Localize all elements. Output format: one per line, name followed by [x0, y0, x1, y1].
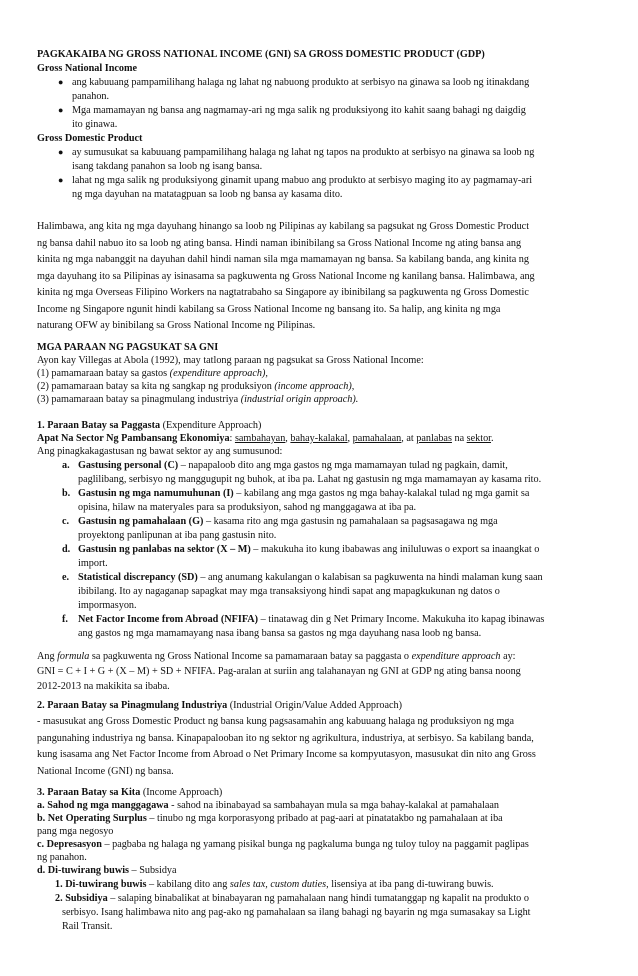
section2-line: - masusukat ang Gross Domestic Product ng bansa kung pagsasamahin ang kabuuang halaga ng produksiyon ng mga	[37, 716, 515, 727]
section2-line: National Income (GNI) ng bansa.	[37, 766, 174, 777]
item-d-line-2: import.	[78, 558, 108, 569]
gdp-bullet-2-line-1: lahat ng mga salik ng produksiyong ginamit upang mabuo ang produkto at serbisyo maging ito ay pagmamay-ari	[72, 175, 533, 186]
section1-subhead: Ang pinagkakagastusan ng bawat sektor ay ang sumusunod:	[37, 446, 283, 457]
bullet-icon: ●	[58, 147, 64, 157]
sectors-sep: .	[491, 433, 494, 444]
gni-bullet-1-line-1: ang kabuuang pampamilihang halaga ng lahat ng nabuong produkto at serbisyo na ginawa sa loob ng itinakdang	[72, 77, 530, 88]
item-b-title: Gastusin ng mga namumuhunan (I)	[78, 488, 234, 499]
method-item	[37, 393, 358, 407]
item-letter: d.	[62, 544, 71, 555]
section1-heading-bold: 1. Paraan Batay sa Paggasta	[37, 420, 161, 431]
item-c-line-1	[78, 515, 498, 529]
formula-text: sa pagkuwenta ng Gross National Income sa pamamaraan batay sa paggasta o	[89, 651, 412, 662]
gdp-bullet-1-line-2: isang takdang panahon sa loob ng isang bansa.	[72, 161, 263, 172]
formula-text: Ang	[37, 651, 58, 662]
section3-item-d1	[55, 878, 494, 892]
bullet-icon: ●	[58, 175, 64, 185]
gni-bullet-2-line-1: Mga mamamayan ng bansa ang nagmamay-ari ng mga salik ng produksiyong ito kahit saang bahagi ng daigdig	[72, 105, 526, 116]
item-f-line-2: ang gastos ng mga mamamayang nasa ibang bansa sa gastos ng mga dayuhang nasa loob ng bansa.	[78, 628, 482, 639]
item-f-line-1	[78, 613, 544, 627]
item-e-line-3: impormasyon.	[78, 600, 137, 611]
item-title: b. Net Operating Surplus	[37, 813, 147, 824]
section3-heading-bold: 3. Paraan Batay sa Kita	[37, 787, 141, 798]
item-a-title: Gastusing personal (C)	[78, 460, 179, 471]
formula-line-2: GNI = C + I + G + (X – M) + SD + NFIFA. Pag-aralan at suriin ang talahanayan ng GNI at GDP ng ating bansa noong	[37, 666, 521, 677]
section2-heading-rest: (Industrial Origin/Value Added Approach)	[227, 700, 403, 711]
formula-approach: expenditure approach	[411, 651, 501, 662]
section3-item-d2	[55, 892, 529, 906]
sector-panlabas: panlabas	[416, 433, 452, 444]
section3-item-b	[37, 812, 503, 826]
section2-heading	[37, 699, 402, 713]
sector-bahay-kalakal: bahay-kalakal	[290, 433, 348, 444]
section3-item-d	[37, 864, 177, 878]
gdp-bullet-1-line-1: ay sumusukat sa kabuuang pampamilihang halaga ng lahat ng tapos na produkto at serbisyo na ginawa sa loob ng	[72, 147, 535, 158]
example-line: kinita ng mga nabanggit na dayuhan dahil hindi naman sila mga mamamayan ng bansa. Sa kabilang banda, ang kinita ng	[37, 254, 529, 265]
formula-text: ay:	[500, 651, 516, 662]
section3-item-d2-line-3: Rail Transit.	[62, 921, 113, 932]
section3-heading	[37, 786, 222, 800]
item-letter: e.	[62, 572, 70, 583]
sectors-line	[37, 432, 494, 446]
sectors-sep: :	[229, 433, 235, 444]
item-text: – salaping binabalikat at binabayaran ng pamahalaan nang hindi tumatanggap ng kapalit na produkto o	[107, 893, 529, 904]
section3-item-c	[37, 838, 529, 852]
item-letter: f.	[62, 614, 68, 625]
item-title: a. Sahod ng mga manggagawa	[37, 800, 169, 811]
methods-heading: MGA PARAAN NG PAGSUKAT SA GNI	[37, 342, 219, 353]
methods-intro: Ayon kay Villegas at Abola (1992), may tatlong paraan ng pagsukat sa Gross National Income:	[37, 355, 424, 366]
item-text: lisensiya at iba pang di-tuwirang buwis.	[328, 879, 494, 890]
gni-heading: Gross National Income	[37, 63, 137, 74]
method-approach: (industrial origin approach).	[240, 394, 359, 405]
example-line: naturang OFW ay binibilang sa Gross National Income ng Pilipinas.	[37, 320, 316, 331]
section1-heading-rest: (Expenditure Approach)	[160, 420, 262, 431]
sectors-sep: na	[451, 433, 467, 444]
item-letter: a.	[62, 460, 70, 471]
formula-line-3: 2012-2013 na makikita sa ibaba.	[37, 681, 170, 692]
sector-sambahayan: sambahayan	[234, 433, 286, 444]
item-italic: sales tax, custom duties,	[229, 879, 329, 890]
item-f-text: – tinatawag din g Net Primary Income. Makukuha ito kapag ibinawas	[258, 614, 545, 625]
gdp-heading: Gross Domestic Product	[37, 133, 143, 144]
section3-heading-rest: (Income Approach)	[140, 787, 223, 798]
method-text: (3) pamamaraan batay sa pinagmulang industriya	[37, 394, 241, 405]
section2-line: pangunahing industriya ng bansa. Kinapapalooban ito ng sektor ng agrikultura, industriya, at serbisyo. Sa kabilang banda,	[37, 733, 534, 744]
document-title: PAGKAKAIBA NG GROSS NATIONAL INCOME (GNI) SA GROSS DOMESTIC PRODUCT (GDP)	[37, 49, 485, 60]
item-letter: b.	[62, 488, 71, 499]
section3-item-a	[37, 799, 499, 813]
item-title: c. Depresasyon	[37, 839, 102, 850]
formula-line-1	[37, 650, 516, 664]
method-approach: (expenditure approach),	[169, 368, 268, 379]
section3-item-d2-line-2: serbisyo. Isang halimbawa nito ang pag-ako ng pamahalaan sa ilang bahagi ng bayarin ng mga sumasakay sa Light	[62, 907, 531, 918]
method-item	[37, 380, 354, 394]
section2-line: kung isasama ang Net Factor Income from Abroad o Net Primary Income sa kompyutasyon, masusukat din nito ang Gross	[37, 749, 536, 760]
sectors-sep: ,	[347, 433, 353, 444]
item-text: – Subsidya	[129, 865, 177, 876]
section3-item-b-line-2: pang mga negosyo	[37, 826, 114, 837]
example-line: Halimbawa, ang kita ng mga dayuhang hinango sa loob ng Pilipinas ay kabilang sa pagsukat ng Gross Domestic Product	[37, 221, 530, 232]
section2-heading-bold: 2. Paraan Batay sa Pinagmulang Industriya	[37, 700, 228, 711]
item-title: 2. Subsidiya	[55, 893, 108, 904]
item-f-title: Net Factor Income from Abroad (NFIFA)	[78, 614, 259, 625]
item-e-text: – ang anumang kakulangan o kalabisan sa pagkuwenta na hindi malaman kung saan	[197, 572, 543, 583]
example-line: Income ng Singapore ngunit hindi kabilang sa Gross National Income ng bansang ito. Sa halip, ang kinita ng mga	[37, 304, 501, 315]
item-c-line-2: proyektong panlipunan at iba pang gastusin nito.	[78, 530, 277, 541]
item-a-line-1	[78, 459, 508, 473]
example-line: mga dayuhang ito sa Pilipinas ay isinasama sa pagkuwenta ng Gross National Income ng kanilang bansa. Halimbawa, ang	[37, 271, 535, 282]
formula-word: formula	[57, 651, 90, 662]
section1-heading	[37, 419, 261, 433]
sector-pamahalaan: pamahalaan	[352, 433, 402, 444]
item-e-line-1	[78, 571, 543, 585]
method-approach: (income approach),	[274, 381, 355, 392]
item-a-text: – napapaloob dito ang mga gastos ng mga mamamayan tulad ng pagkain, damit,	[178, 460, 508, 471]
item-text: – tinubo ng mga korporasyong pribado at pag-aari at pinatatakbo ng pamahalaan at iba	[146, 813, 503, 824]
method-text: (1) pamamaraan batay sa gastos	[37, 368, 170, 379]
sectors-label: Apat Na Sector Ng Pambansang Ekonomiya	[37, 433, 230, 444]
item-c-title: Gastusin ng pamahalaan (G)	[78, 516, 204, 527]
item-letter: c.	[62, 516, 70, 527]
item-e-title: Statistical discrepancy (SD)	[78, 572, 198, 583]
gni-bullet-1-line-2: panahon.	[72, 91, 110, 102]
bullet-icon: ●	[58, 77, 64, 87]
section3-item-c-line-2: ng panahon.	[37, 852, 87, 863]
gni-bullet-2-line-2: ito ginawa.	[72, 119, 118, 130]
sector-word: sektor	[466, 433, 491, 444]
gdp-bullet-2-line-2: ng mga dayuhan na matatagpuan sa loob ng bansa ay kasama dito.	[72, 189, 343, 200]
method-item	[37, 367, 268, 381]
bullet-icon: ●	[58, 105, 64, 115]
sectors-sep: ,	[285, 433, 291, 444]
item-text: – pagbaba ng halaga ng yamang pisikal bunga ng pagkaluma bunga ng tuloy tuloy na paggamit paglipas	[101, 839, 529, 850]
item-text: - sahod na ibinabayad sa sambahayan mula sa mga bahay-kalakal at pamahalaan	[168, 800, 500, 811]
item-b-line-1	[78, 487, 529, 501]
item-d-text: – makukuha ito kung ibabawas ang iniluluwas o export sa inaangkat o	[250, 544, 540, 555]
item-b-text: – kabilang ang mga gastos ng mga bahay-kalakal tulad ng mga gamit sa	[233, 488, 530, 499]
item-a-line-2: paglilibang, serbisyo ng manggugupit ng buhok, at iba pa. Lahat ng gastusin ng mga mamamayan ay kasama rito.	[78, 474, 542, 485]
item-b-line-2: opisina, hilaw na materyales para sa produksiyon, sahod ng manggagawa at iba pa.	[78, 502, 417, 513]
example-line: ng bansa dahil nabuo ito sa loob ng ating bansa. Hindi naman ibinibilang sa Gross National Income ng ating bansa ang	[37, 238, 522, 249]
item-title: d. Di-tuwirang buwis	[37, 865, 129, 876]
method-text: (2) pamamaraan batay sa kita ng sangkap ng produksiyon	[37, 381, 275, 392]
item-c-text: – kasama rito ang mga gastusin ng pamahalaan sa pagsasagawa ng mga	[203, 516, 498, 527]
item-e-line-2: ibibilang. Ito ay nagaganap sapagkat may mga transaksiyong hindi sapat ang mapagkukunan ng datos o	[78, 586, 500, 597]
item-text: – kabilang dito ang	[146, 879, 230, 890]
item-d-title: Gastusin ng panlabas na sektor (X – M)	[78, 544, 251, 555]
item-title: 1. Di-tuwirang buwis	[55, 879, 147, 890]
item-d-line-1	[78, 543, 539, 557]
example-line: kinita ng mga Overseas Filipino Workers na nagtatrabaho sa Singapore ay ibinibilang sa pagkuwenta ng Gross Domestic	[37, 287, 529, 298]
sectors-sep: , at	[401, 433, 417, 444]
